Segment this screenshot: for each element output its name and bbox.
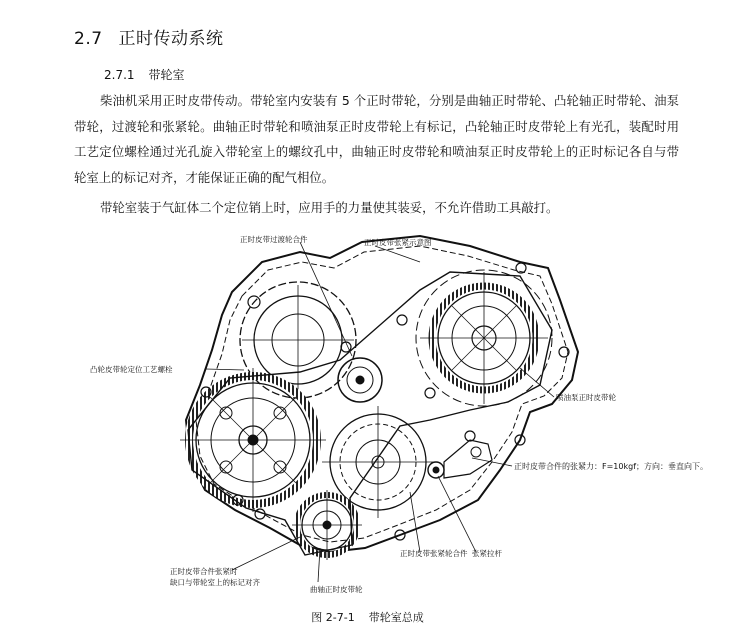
label-idler-assembly: 正时皮带过渡轮合件 xyxy=(240,235,308,244)
idler-pulley xyxy=(338,358,382,402)
label-injection-pump-pulley: 喷油泵正时皮带轮 xyxy=(556,393,616,402)
pulley-housing-diagram xyxy=(90,224,709,606)
label-tension-diagram: 正时皮带张紧示意图 xyxy=(364,238,432,247)
subsection-heading xyxy=(104,66,185,83)
caption-title: 带轮室总成 xyxy=(368,611,424,624)
subsection-title: 带轮室 xyxy=(148,68,185,82)
caption-number: 图 2-7-1 xyxy=(311,611,355,624)
label-cam-locating-bolt: 凸轮皮带轮定位工艺螺栓 xyxy=(90,365,173,374)
label-crankshaft-pulley: 曲轴正时皮带轮 xyxy=(310,585,363,594)
injection-pump-pulley xyxy=(416,270,552,406)
leader-lines xyxy=(206,242,554,582)
label-belt-tension-note-2: 缺口与带轮室上的标记对齐 xyxy=(170,578,260,587)
label-tension-rod: 张紧拉杆 xyxy=(472,549,502,558)
timing-belt xyxy=(188,272,552,555)
section-number: 2.7 xyxy=(74,29,103,49)
housing-bolts xyxy=(201,263,569,540)
subsection-number: 2.7.1 xyxy=(104,68,135,82)
label-tensioner-assembly: 正时皮带张紧轮合件 xyxy=(400,549,468,558)
paragraph-installation-note: 带轮室装于气缸体二个定位销上时，应用手的力量使其装妥，不允许借助工具敲打。 xyxy=(100,200,559,215)
label-belt-tension-force: 正时皮带合件的张紧力：F=10kgf；方向：垂直向下。 xyxy=(514,462,709,471)
tensioner-assembly xyxy=(428,440,492,478)
paragraph-timing-belt: 柴油机采用正时皮带传动。带轮室内安装有 5 个正时带轮，分别是曲轴正时带轮、凸轮轴正时带轮、油泵带轮，过渡轮和张紧轮。曲轴正时带轮和喷油泵正时皮带轮上有标记，凸轮轴正时皮带轮上有光孔，装配时用工艺定位螺栓通过光孔旋入带轮室上的螺纹孔中，曲轴正时皮带轮和喷油泵正时皮带轮上的正时标记各自与带轮室上的标记对齐，才能保证正确的配气相位。 xyxy=(74,93,679,185)
section-heading xyxy=(74,24,224,49)
section-title: 正时传动系统 xyxy=(118,29,224,49)
figure-caption xyxy=(0,609,735,625)
label-belt-tension-note-1: 正时皮带合件张紧时 xyxy=(170,567,238,576)
